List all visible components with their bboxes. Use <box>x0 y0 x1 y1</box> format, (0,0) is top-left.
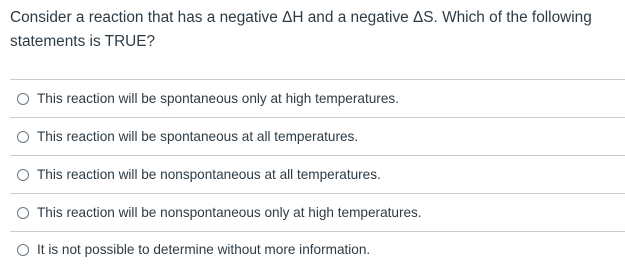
answer-option-label: This reaction will be spontaneous at all temperatures. <box>37 129 359 144</box>
radio-button-4[interactable] <box>17 207 29 219</box>
answer-option-label: This reaction will be spontaneous only at high temperatures. <box>37 91 399 106</box>
answer-option-5[interactable] <box>10 231 625 267</box>
radio-button-5[interactable] <box>17 244 29 256</box>
answer-option-label: This reaction will be nonspontaneous only at high temperatures. <box>37 205 422 220</box>
answer-option-4[interactable] <box>10 193 625 231</box>
radio-button-1[interactable] <box>17 93 29 105</box>
radio-button-2[interactable] <box>17 131 29 143</box>
radio-button-3[interactable] <box>17 169 29 181</box>
answer-option-2[interactable] <box>10 117 625 155</box>
answer-option-3[interactable] <box>10 155 625 193</box>
question-text: Consider a reaction that has a negative ΔH and a negative ΔS. Which of the following statements is TRUE? <box>10 9 592 50</box>
answer-option-label: This reaction will be nonspontaneous at all temperatures. <box>37 167 381 182</box>
answer-option-label: It is not possible to determine without more information. <box>37 242 371 257</box>
answer-option-1[interactable] <box>10 79 625 117</box>
answer-options-list <box>10 79 625 267</box>
